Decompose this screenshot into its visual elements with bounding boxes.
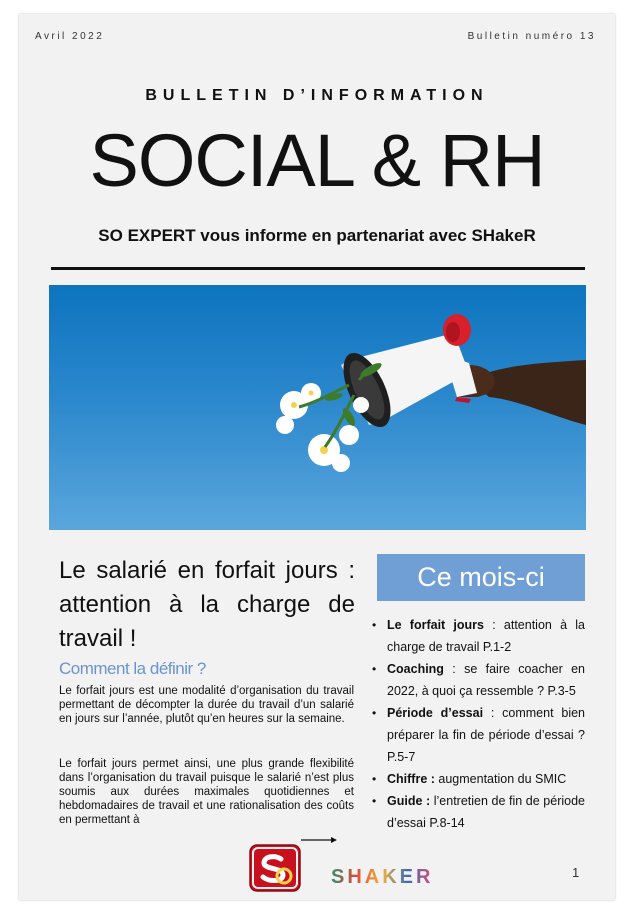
toc-item-text: augmentation du SMIC xyxy=(434,772,567,786)
bullet-icon: • xyxy=(372,794,377,808)
continue-arrow-icon xyxy=(301,836,337,844)
article-paragraph-2: Le forfait jours permet ainsi, une plus grande flexibilité dans l’organisation du travail puisque le salarié n’est plus soumis aux durées maximales quotidiennes et hebdomadaires de travail et une rationalisation des coûts en permettant à xyxy=(59,758,354,826)
article-title: Le salarié en forfait jours : attention à la charge de travail ! xyxy=(59,557,355,652)
list-item xyxy=(372,768,585,790)
bullet-icon: • xyxy=(372,772,377,786)
so-expert-logo-icon xyxy=(249,844,301,892)
contents-list xyxy=(372,614,585,834)
toc-item-text: : attention à la charge de travail P.1-2 xyxy=(387,618,585,654)
bullet-icon: • xyxy=(372,706,377,720)
newsletter-page xyxy=(19,14,615,900)
sidebar-heading: Ce mois-ci xyxy=(377,554,585,601)
bullet-icon: • xyxy=(372,618,377,632)
masthead-kicker: BULLETIN D’INFORMATION xyxy=(145,87,489,104)
shaker-wordmark: SHAKER xyxy=(331,866,434,888)
issue-number: Bulletin numéro 13 xyxy=(467,31,596,42)
toc-item-label: Guide : xyxy=(387,794,431,808)
article-subheading: Comment la définir ? xyxy=(59,659,206,678)
masthead-divider xyxy=(51,267,585,270)
toc-item-label: Coaching xyxy=(387,662,444,676)
masthead-title: SOCIAL & RH xyxy=(89,119,545,202)
toc-item-label: Chiffre : xyxy=(387,772,435,786)
toc-item-label: Le forfait jours xyxy=(387,618,484,632)
masthead-subtitle: SO EXPERT vous informe en partenariat avec SHakeR xyxy=(98,226,536,245)
article-paragraph-1: Le forfait jours est une modalité d’organisation du travail permettant de décompter la durée du travail d’un salarié en jours sur l’année, plutôt qu’en heures sur la semaine. xyxy=(59,685,354,725)
list-item xyxy=(372,614,585,658)
shaker-logo xyxy=(331,866,433,889)
list-item xyxy=(372,790,585,834)
toc-item-text: : se faire coacher en 2022, à quoi ça ressemble ? P.3-5 xyxy=(387,662,585,698)
bullet-icon: • xyxy=(372,662,377,676)
megaphone-with-flowers-image xyxy=(49,285,586,530)
toc-item-label: Période d’essai xyxy=(387,706,484,720)
toc-item-text: l’entretien de fin de période d’essai P.8-14 xyxy=(387,794,585,830)
issue-date: Avril 2022 xyxy=(35,31,105,42)
page-number: 1 xyxy=(572,865,580,880)
hero-image xyxy=(49,285,586,530)
toc-item-text: : comment bien préparer la fin de période d’essai ? P.5-7 xyxy=(387,706,585,764)
list-item xyxy=(372,658,585,702)
list-item xyxy=(372,702,585,768)
